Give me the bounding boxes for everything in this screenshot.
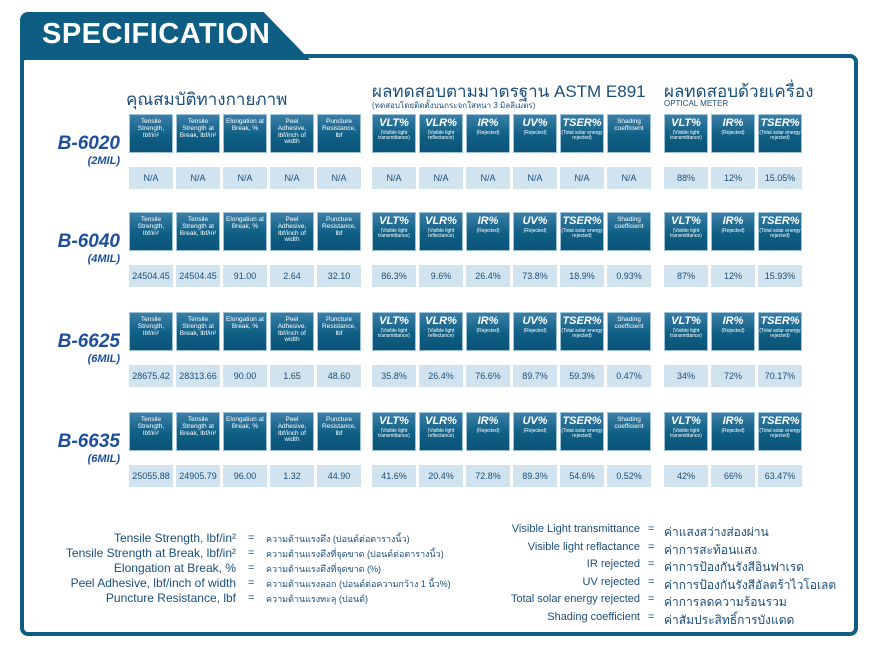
column-header: [176, 412, 220, 451]
column-header: [419, 412, 463, 451]
legend-term: Total solar energy rejected: [510, 593, 640, 605]
column-header: [176, 312, 220, 351]
legend-definition: ความต้านแรงดึงที่จุดขาด (ปอนด์ต่อตารางนิ้ว): [266, 549, 444, 559]
column-header: [372, 312, 416, 351]
table-cell: 32.10: [317, 265, 361, 287]
table-cell: 44.90: [317, 465, 361, 487]
table-cell: 18.9%: [560, 265, 604, 287]
product-model: [36, 331, 120, 365]
legend-equals: =: [248, 547, 255, 559]
column-header-metric: IR%: [477, 117, 499, 129]
legend-equals: =: [648, 523, 655, 535]
table-cell: 35.8%: [372, 365, 416, 387]
table-cell: 63.47%: [758, 465, 802, 487]
table-cell: N/A: [223, 167, 267, 189]
column-header: [372, 212, 416, 251]
legend-definition: ค่าการสะท้อนแสง: [664, 542, 758, 557]
column-header-metric: VLT%: [671, 117, 701, 129]
table-cell: N/A: [607, 167, 651, 189]
legend-term: UV rejected: [582, 575, 640, 588]
legend-definition: ค่าการป้องกันรังสีอัลตร้าไวโอเลต: [664, 577, 837, 592]
column-header-desc: (Visible light reflectance): [427, 427, 455, 439]
table-cell: 0.93%: [607, 265, 651, 287]
column-header: [664, 312, 708, 351]
table-cell: N/A: [372, 167, 416, 189]
table-cell: 89.3%: [513, 465, 557, 487]
product-name: B-6635: [57, 431, 120, 452]
column-header-metric: UV%: [522, 215, 548, 227]
column-header-metric: VLT%: [379, 315, 409, 327]
table-cell: 2.64: [270, 265, 314, 287]
table-cell: 12%: [711, 265, 755, 287]
table-cell: 90.00: [223, 365, 267, 387]
column-header-label: Tensile Strength at Break, lbf/in²: [179, 416, 217, 437]
column-header-label: Elongation at Break, %: [226, 118, 264, 132]
column-header-label: Tensile Strength at Break, lbf/in²: [179, 216, 217, 237]
table-cell: 28313.66: [176, 365, 220, 387]
column-header: [466, 412, 510, 451]
column-header-desc: (Visible light transmittance): [670, 327, 702, 339]
column-header-metric: IR%: [722, 117, 744, 129]
table-cell: 76.6%: [466, 365, 510, 387]
column-header-metric: VLT%: [671, 215, 701, 227]
column-header: [270, 412, 314, 451]
column-header: [664, 114, 708, 153]
column-header-label: Puncture Resistance, lbf: [322, 316, 356, 337]
section-title-astm: ผลทดสอบตามมาตรฐาน ASTM E891: [372, 82, 646, 101]
section-title-optical: ผลทดสอบด้วยเครื่อง: [664, 82, 814, 101]
column-header: [419, 114, 463, 153]
column-header-desc: (Rejected): [721, 427, 745, 434]
column-header: [270, 114, 314, 153]
column-header-desc: (Rejected): [721, 227, 745, 234]
column-header-label: Tensile Strength, lbf/in²: [137, 118, 165, 139]
column-header: [607, 114, 651, 153]
column-header: [560, 312, 604, 351]
column-header-metric: TSER%: [562, 415, 602, 427]
table-cell: 1.65: [270, 365, 314, 387]
column-header-desc: (Rejected): [523, 327, 547, 334]
page-title: SPECIFICATION: [42, 18, 271, 50]
column-header: [372, 114, 416, 153]
legend-term: Visible light reflactance: [527, 540, 640, 553]
column-header: [560, 212, 604, 251]
column-header: [129, 114, 173, 153]
column-header: [758, 114, 802, 153]
column-header-desc: (Visible light reflectance): [427, 129, 455, 141]
legend-term: Puncture Resistance, lbf: [105, 591, 236, 605]
column-header-label: Elongation at Break, %: [226, 416, 264, 430]
column-header: [466, 114, 510, 153]
column-header: [223, 412, 267, 451]
column-header-label: Peel Adhesive, lbf/inch of width: [277, 216, 307, 244]
product-thickness: (6MIL): [87, 353, 120, 365]
column-header-metric: VLT%: [379, 415, 409, 427]
column-header-desc: (Visible light transmittance): [670, 227, 702, 239]
table-cell: 89.7%: [513, 365, 557, 387]
legend-equals: =: [248, 562, 255, 574]
product-model: [36, 133, 120, 167]
column-header-desc: (Visible light transmittance): [378, 327, 410, 339]
column-header: [223, 212, 267, 251]
product-thickness: (4MIL): [87, 253, 120, 265]
legend-term: Tensile Strength at Break, lbf/in²: [65, 546, 236, 560]
column-header-metric: VLR%: [425, 415, 457, 427]
column-header-label: Peel Adhesive, lbf/inch of width: [277, 416, 307, 444]
legend-term: Elongation at Break, %: [113, 561, 236, 575]
table-cell: N/A: [560, 167, 604, 189]
table-cell: 0.52%: [607, 465, 651, 487]
column-header-desc: (Visible light transmittance): [378, 129, 410, 141]
column-header: [711, 312, 755, 351]
section-subtitle-astm: (ทดสอบโดยติดตั้งบนกระจกใสหนา 3 มิลลิเมตร): [372, 101, 536, 110]
column-header: [317, 312, 361, 351]
column-header-label: Elongation at Break, %: [226, 316, 264, 330]
column-header-metric: TSER%: [760, 215, 800, 227]
legend-term: Shading coefficient: [547, 610, 640, 623]
column-header: [372, 412, 416, 451]
column-header: [513, 412, 557, 451]
table-cell: N/A: [317, 167, 361, 189]
column-header-desc: (Total solar energy rejected): [759, 427, 801, 439]
table-cell: 26.4%: [419, 365, 463, 387]
column-header-metric: UV%: [522, 415, 548, 427]
column-header-desc: (Visible light transmittance): [670, 427, 702, 439]
column-header-label: Puncture Resistance, lbf: [322, 118, 356, 139]
legend-definition: ค่าการป้องกันรังสีอินฟาเรด: [664, 560, 804, 574]
product-thickness: (2MIL): [87, 155, 120, 167]
column-header-metric: VLT%: [671, 315, 701, 327]
column-header-metric: TSER%: [562, 117, 602, 129]
table-cell: 41.6%: [372, 465, 416, 487]
table-cell: 28675.42: [129, 365, 173, 387]
column-header: [270, 312, 314, 351]
table-cell: 87%: [664, 265, 708, 287]
table-cell: N/A: [176, 167, 220, 189]
column-header-metric: VLT%: [671, 415, 701, 427]
column-header: [513, 114, 557, 153]
column-header: [223, 312, 267, 351]
legend-equals: =: [248, 532, 255, 544]
column-header: [711, 212, 755, 251]
legend-term: Peel Adhesive, lbf/inch of width: [70, 576, 236, 590]
legend-term: IR rejected: [586, 558, 640, 570]
column-header: [176, 212, 220, 251]
column-header: [419, 312, 463, 351]
table-cell: 88%: [664, 167, 708, 189]
column-header: [758, 212, 802, 251]
column-header-desc: (Total solar energy rejected): [759, 129, 801, 141]
column-header: [223, 114, 267, 153]
table-cell: 34%: [664, 365, 708, 387]
product-thickness: (6MIL): [87, 453, 120, 465]
legend-term: Tensile Strength, lbf/in²: [113, 531, 236, 545]
table-cell: N/A: [270, 167, 314, 189]
column-header-desc: (Total solar energy rejected): [759, 327, 801, 339]
column-header-metric: IR%: [477, 215, 499, 227]
table-cell: 59.3%: [560, 365, 604, 387]
column-header-metric: IR%: [722, 415, 744, 427]
column-header: [711, 114, 755, 153]
column-header-desc: (Rejected): [476, 227, 500, 234]
section-title-physical: คุณสมบัติทางกายภาพ: [126, 90, 288, 109]
column-header: [560, 114, 604, 153]
column-header: [129, 312, 173, 351]
column-header-metric: UV%: [522, 117, 548, 129]
legend-equals: =: [648, 593, 655, 605]
table-cell: 91.00: [223, 265, 267, 287]
column-header-desc: Shading coefficient: [614, 118, 644, 132]
column-header-metric: VLT%: [379, 215, 409, 227]
section-subtitle-optical: OPTICAL METER: [664, 99, 729, 108]
column-header: [129, 212, 173, 251]
column-header-desc: (Visible light transmittance): [378, 427, 410, 439]
legend-equals: =: [648, 610, 655, 623]
column-header-desc: (Total solar energy rejected): [759, 227, 801, 239]
table-cell: 66%: [711, 465, 755, 487]
legend-definition: ความต้านแรงทะลุ (ปอนด์): [266, 594, 369, 604]
column-header-desc: (Total solar energy rejected): [561, 227, 603, 239]
column-header-desc: (Total solar energy rejected): [561, 327, 603, 339]
column-header-desc: (Visible light transmittance): [378, 227, 410, 239]
table-cell: 1.32: [270, 465, 314, 487]
table-cell: N/A: [419, 167, 463, 189]
column-header: [607, 412, 651, 451]
column-header-label: Tensile Strength at Break, lbf/in²: [179, 316, 217, 337]
column-header: [317, 412, 361, 451]
column-header-metric: IR%: [477, 315, 499, 327]
table-cell: 72%: [711, 365, 755, 387]
column-header-metric: UV%: [522, 315, 548, 327]
legend-definition: ค่าสัมประสิทธิ์การบังแดด: [664, 612, 795, 627]
column-header-label: Tensile Strength, lbf/in²: [137, 316, 165, 337]
column-header: [317, 212, 361, 251]
column-header-metric: VLR%: [425, 117, 457, 129]
table-cell: 73.8%: [513, 265, 557, 287]
column-header: [560, 412, 604, 451]
legend-equals: =: [248, 577, 255, 589]
column-header: [466, 312, 510, 351]
column-header-desc: Shading coefficient: [614, 316, 644, 330]
column-header: [607, 312, 651, 351]
legend-definition: ค่าแสงสว่างส่องผ่าน: [664, 525, 769, 539]
column-header-desc: (Rejected): [523, 129, 547, 136]
legend-definition: ค่าการลดความร้อนรวม: [664, 595, 787, 609]
table-cell: 25055.88: [129, 465, 173, 487]
table-cell: 42%: [664, 465, 708, 487]
column-header-label: Tensile Strength, lbf/in²: [137, 416, 165, 437]
table-cell: 20.4%: [419, 465, 463, 487]
table-cell: 86.3%: [372, 265, 416, 287]
column-header-desc: (Rejected): [523, 227, 547, 234]
table-cell: 54.6%: [560, 465, 604, 487]
table-cell: 26.4%: [466, 265, 510, 287]
column-header-metric: VLR%: [425, 215, 457, 227]
column-header-label: Peel Adhesive, lbf/inch of width: [277, 316, 307, 344]
table-cell: N/A: [466, 167, 510, 189]
column-header-desc: Shading coefficient: [614, 216, 644, 230]
legend-term: Visible Light transmittance: [511, 523, 640, 535]
column-header-desc: (Visible light reflectance): [427, 227, 455, 239]
table-cell: 96.00: [223, 465, 267, 487]
column-header-metric: TSER%: [760, 315, 800, 327]
column-header-label: Puncture Resistance, lbf: [322, 416, 356, 437]
column-header-label: Elongation at Break, %: [226, 216, 264, 230]
legend-definition: ความต้านแรงดึง (ปอนด์ต่อตารางนิ้ว): [266, 534, 410, 544]
table-cell: 24504.45: [129, 265, 173, 287]
column-header: [607, 212, 651, 251]
table-cell: 24905.79: [176, 465, 220, 487]
product-model: [36, 231, 120, 265]
legend-definition: ความต้านแรงดึงที่จุดขาด (%): [266, 564, 381, 574]
product-name: B-6625: [57, 331, 120, 352]
column-header-metric: VLT%: [379, 117, 409, 129]
column-header-desc: (Rejected): [476, 327, 500, 334]
column-header-metric: TSER%: [562, 215, 602, 227]
column-header-desc: (Rejected): [721, 129, 745, 136]
column-header-desc: (Rejected): [721, 327, 745, 334]
column-header-metric: TSER%: [562, 315, 602, 327]
column-header-desc: (Total solar energy rejected): [561, 427, 603, 439]
table-cell: 0.47%: [607, 365, 651, 387]
column-header-metric: VLR%: [425, 315, 457, 327]
column-header-desc: (Rejected): [476, 427, 500, 434]
column-header: [419, 212, 463, 251]
column-header-metric: IR%: [722, 215, 744, 227]
column-header: [664, 212, 708, 251]
column-header-metric: TSER%: [760, 415, 800, 427]
table-cell: N/A: [513, 167, 557, 189]
column-header-label: Puncture Resistance, lbf: [322, 216, 356, 237]
column-header: [664, 412, 708, 451]
column-header-metric: TSER%: [760, 117, 800, 129]
legend-equals: =: [248, 592, 255, 604]
column-header-label: Peel Adhesive, lbf/inch of width: [277, 118, 307, 146]
table-cell: 12%: [711, 167, 755, 189]
product-model: [36, 431, 120, 465]
column-header: [129, 412, 173, 451]
column-header-label: Tensile Strength, lbf/in²: [137, 216, 165, 237]
table-cell: N/A: [129, 167, 173, 189]
table-cell: 24504.45: [176, 265, 220, 287]
column-header: [317, 114, 361, 153]
column-header-desc: (Visible light transmittance): [670, 129, 702, 141]
table-cell: 72.8%: [466, 465, 510, 487]
product-name: B-6040: [57, 231, 120, 252]
table-cell: 9.6%: [419, 265, 463, 287]
product-name: B-6020: [57, 133, 120, 154]
table-cell: 15.93%: [758, 265, 802, 287]
column-header-desc: Shading coefficient: [614, 416, 644, 430]
legend-equals: =: [648, 558, 655, 570]
table-cell: 15.05%: [758, 167, 802, 189]
column-header-desc: (Visible light reflectance): [427, 327, 455, 339]
table-cell: 70.17%: [758, 365, 802, 387]
column-header: [758, 312, 802, 351]
column-header-metric: IR%: [722, 315, 744, 327]
column-header-label: Tensile Strength at Break, lbf/in²: [179, 118, 217, 139]
column-header-desc: (Rejected): [523, 427, 547, 434]
column-header: [513, 212, 557, 251]
column-header-desc: (Total solar energy rejected): [561, 129, 603, 141]
column-header: [270, 212, 314, 251]
column-header: [711, 412, 755, 451]
column-header: [513, 312, 557, 351]
column-header: [758, 412, 802, 451]
legend-definition: ความต้านแรงลอก (ปอนด์ต่อความกว้าง 1 นิ้ว%): [266, 579, 451, 589]
legend-equals: =: [648, 540, 655, 553]
column-header: [176, 114, 220, 153]
column-header-metric: IR%: [477, 415, 499, 427]
column-header: [466, 212, 510, 251]
legend-equals: =: [648, 575, 655, 588]
column-header-desc: (Rejected): [476, 129, 500, 136]
table-cell: 48.60: [317, 365, 361, 387]
